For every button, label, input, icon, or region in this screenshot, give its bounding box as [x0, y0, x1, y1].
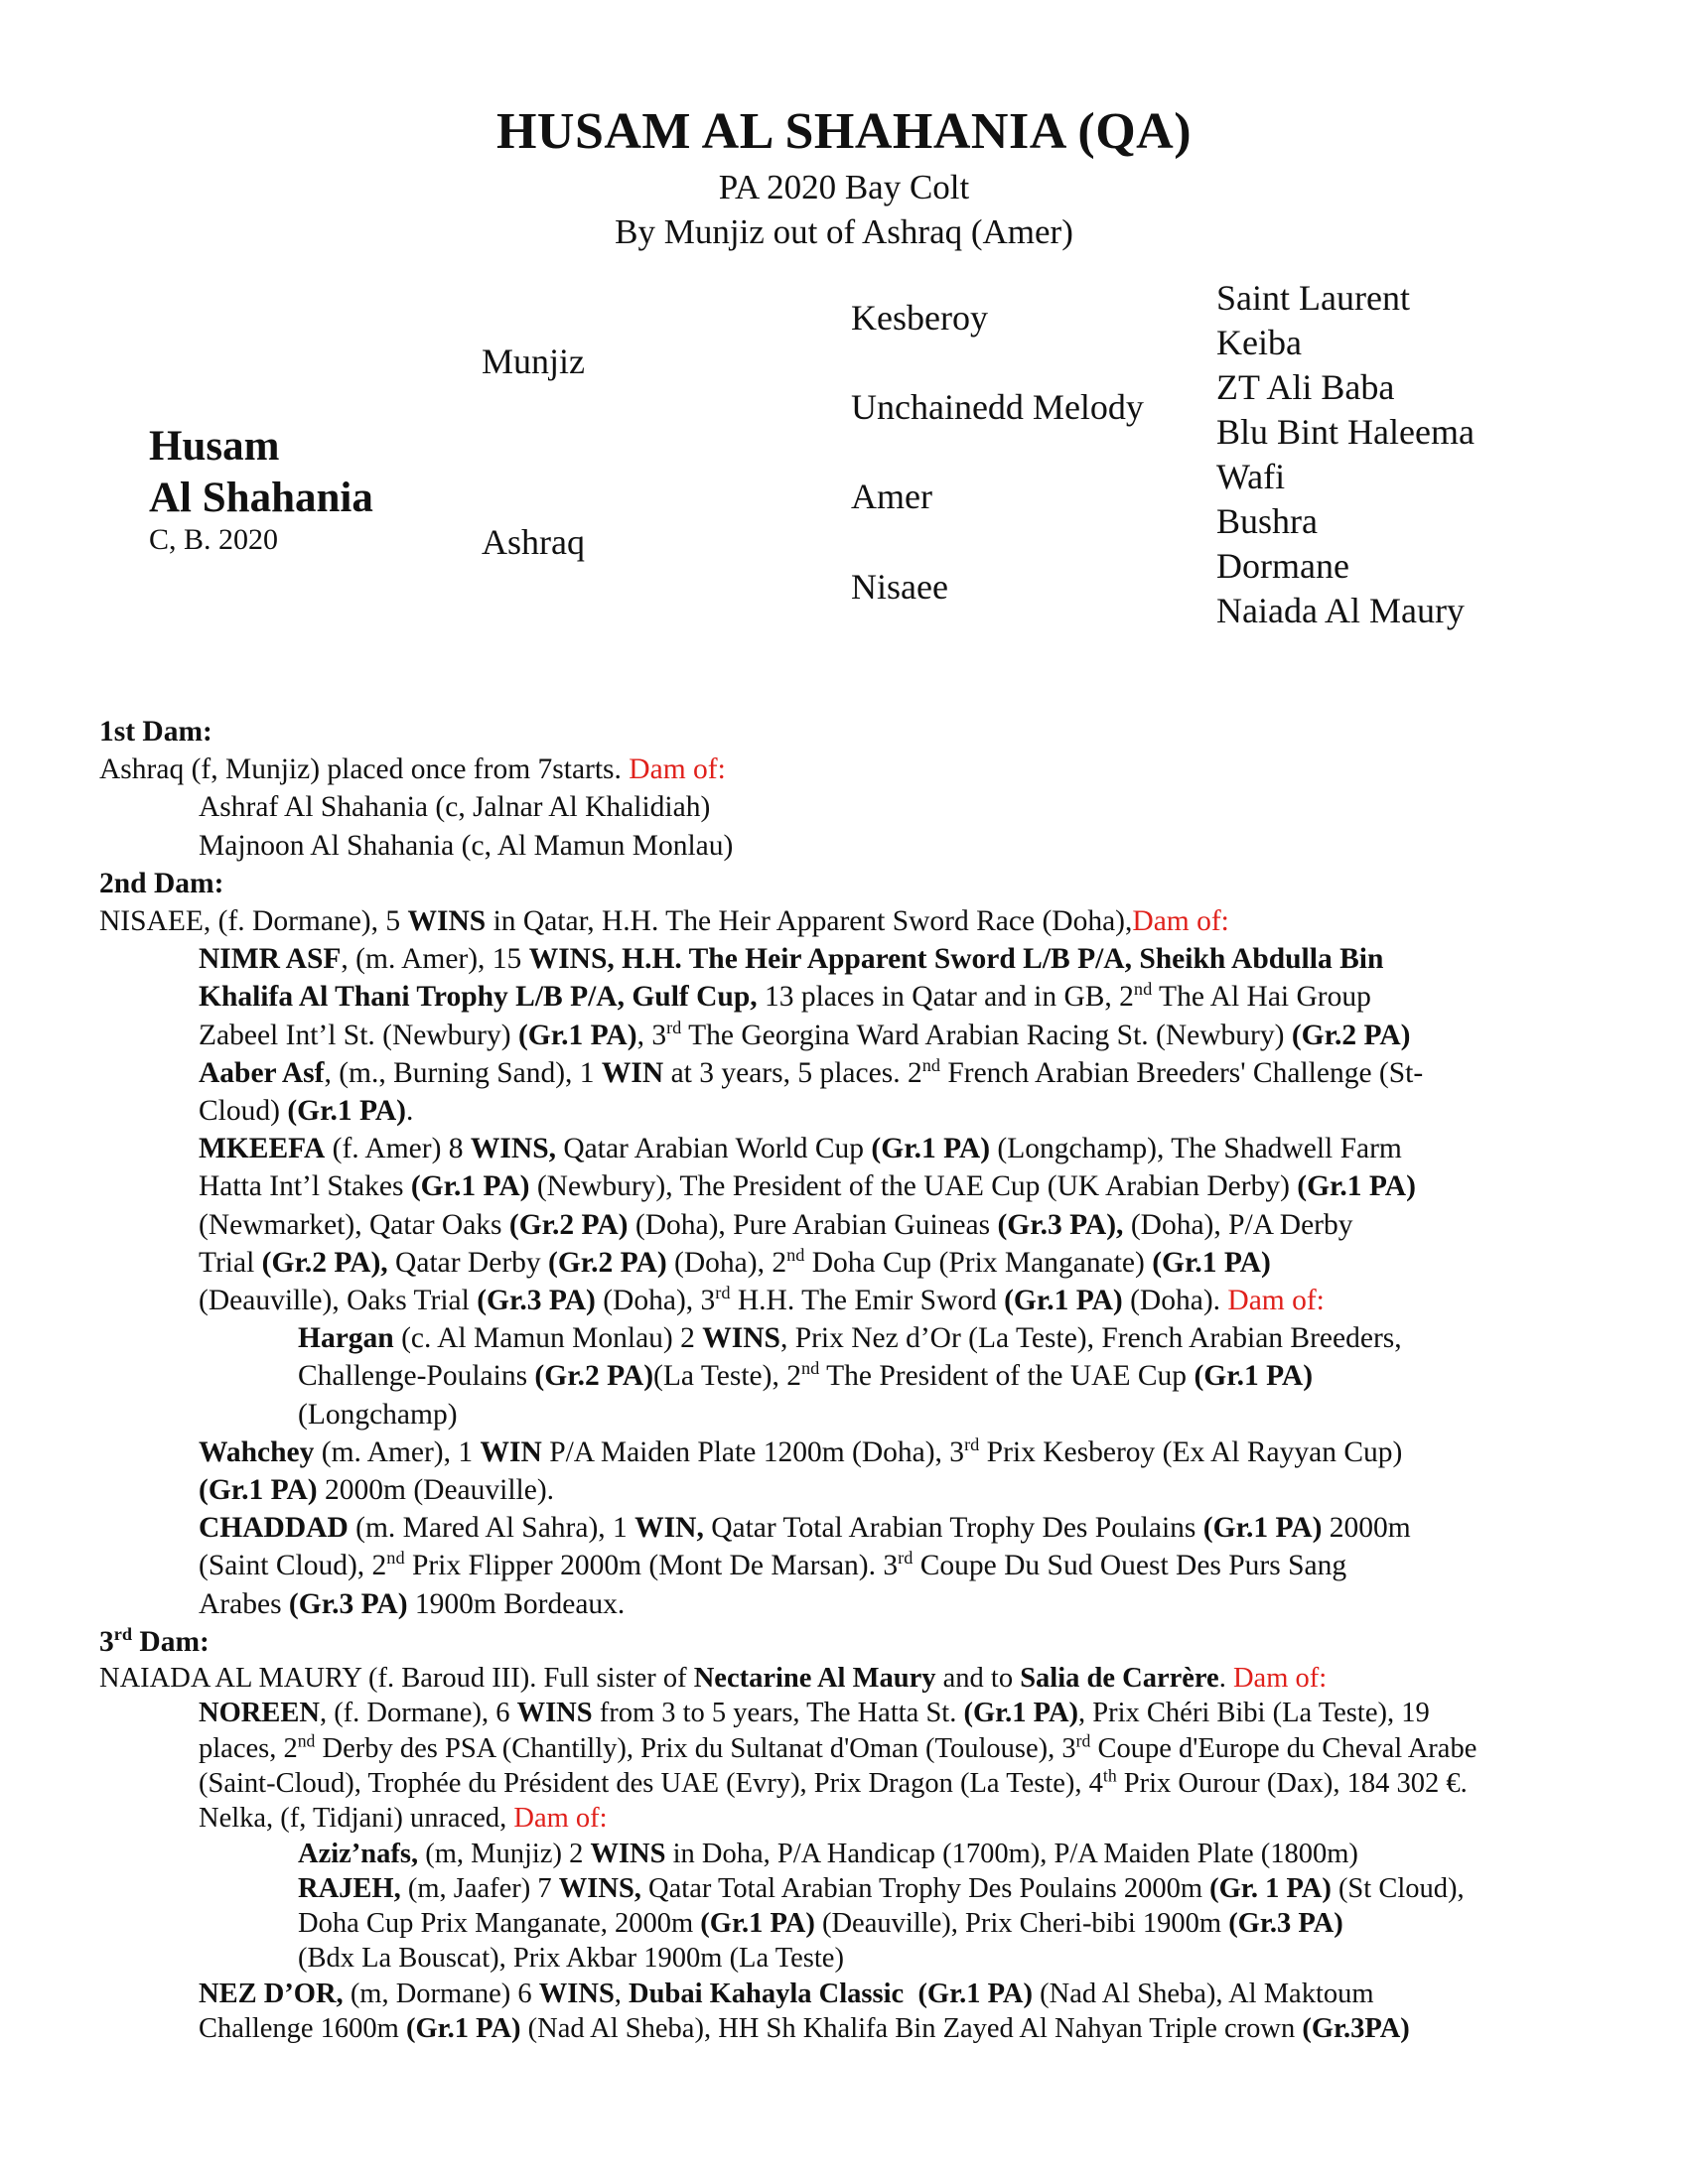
text: (Longchamp), The Shadwell Farm [990, 1133, 1402, 1165]
text: WINS [516, 1698, 593, 1729]
text: (Gr.3PA) [1302, 2013, 1410, 2045]
text: (Gr.3 PA), [997, 1208, 1124, 1241]
text: (Newmarket), Qatar Oaks [199, 1208, 509, 1241]
horse-name: Wahchey [199, 1435, 315, 1468]
dam-of-label: Dam of: [1132, 905, 1229, 938]
text: (Gr. 1 PA) [1209, 1872, 1332, 1904]
ordinal: rd [964, 1434, 980, 1455]
page-title: HUSAM AL SHAHANIA (QA) [495, 103, 1193, 160]
text: Coupe Du Sud Ouest Des Purs Sang [913, 1550, 1347, 1582]
ordinal: nd [1133, 979, 1153, 1000]
horse-name: NIMR ASF [199, 943, 342, 976]
text: (Gr.3 PA) [288, 1587, 408, 1620]
text: places, 2 [199, 1732, 298, 1764]
text: Doha Cup (Prix Manganate) [804, 1246, 1153, 1279]
ordinal: th [1102, 1765, 1117, 1786]
text: (Gr.1 PA) [963, 1698, 1079, 1729]
text: WIN [601, 1056, 664, 1089]
text: (St Cloud), [1331, 1872, 1465, 1904]
text: (c. Al Mamun Monlau) 2 [393, 1322, 703, 1355]
text: and to [935, 1663, 1021, 1695]
text: (f. Amer) 8 [325, 1133, 471, 1165]
text: (m, Munjiz) 2 [418, 1838, 591, 1869]
text: 3 [99, 1625, 114, 1658]
second-dam-intro [99, 902, 1609, 940]
horse-name-line-1: Husam [149, 423, 280, 470]
text: (Gr.3 PA) [1228, 1908, 1343, 1940]
pedigree-sire: Munjiz [482, 341, 585, 381]
text: P/A Maiden Plate 1200m (Doha), 3 [541, 1435, 965, 1468]
entry-rajeh [99, 1871, 1609, 1977]
dam-of-label: Dam of: [513, 1803, 608, 1835]
text: (La Teste), 2 [653, 1360, 801, 1393]
text: Challenge-Poulains [298, 1360, 535, 1393]
text: (m, Dormane) 6 [343, 1978, 539, 2009]
page-subtitle: PA 2020 Bay Colt [718, 168, 970, 206]
pedigree-ggp-1: Saint Laurent [1216, 278, 1410, 318]
text: in Qatar, H.H. The Heir Apparent Sword Race (Doha), [486, 905, 1133, 938]
text: (m. Mared Al Sahra), 1 [348, 1512, 635, 1545]
text: in Doha, P/A Handicap (1700m), P/A Maiden Plate (1800m) [665, 1838, 1358, 1869]
text: at 3 years, 5 places. 2 [663, 1056, 922, 1089]
entry-hargan [99, 1319, 1609, 1433]
entry-aziz-nafs [99, 1837, 1609, 1871]
text: (Gr.1 PA) [1004, 1285, 1123, 1317]
text: (Doha), 2 [666, 1246, 787, 1279]
text: Arabes [199, 1587, 289, 1620]
text: (Gr.1 PA) [1297, 1170, 1416, 1203]
text: Qatar Total Arabian Trophy Des Poulains 2000m [640, 1872, 1210, 1904]
pedigree-granddam-paternal: Unchainedd Melody [851, 387, 1144, 427]
text: Dam: [132, 1625, 210, 1658]
pedigree-granddam-maternal: Nisaee [851, 567, 948, 607]
text: , Prix Nez d’Or (La Teste), French Arabian Breeders, [779, 1322, 1402, 1355]
text: WIN, [634, 1512, 704, 1545]
text: WINS, [470, 1133, 556, 1165]
ordinal: rd [666, 1017, 682, 1037]
horse-name: Hargan [298, 1322, 394, 1355]
entry-aaber-asf [99, 1054, 1609, 1130]
text: Cloud) [199, 1095, 288, 1128]
first-dam-offspring-2: Majnoon Al Shahania (c, Al Mamun Monlau) [199, 829, 734, 862]
text: , [614, 1978, 630, 2009]
text: The Al Hai Group [1152, 981, 1371, 1014]
text: Qatar Total Arabian Trophy Des Poulains [703, 1512, 1203, 1545]
text: from 3 to 5 years, The Hatta St. [592, 1698, 964, 1729]
ordinal: nd [297, 1730, 316, 1751]
text: (Gr.1 PA) [1202, 1512, 1323, 1545]
text: , Prix Chéri Bibi (La Teste), 19 [1078, 1698, 1430, 1729]
text: (Longchamp) [298, 1398, 458, 1431]
breeding-line: By Munjiz out of Ashraq (Amer) [615, 212, 1073, 251]
second-dam-heading: 2nd Dam: [99, 867, 224, 899]
pedigree-ggp-6: Bushra [1216, 501, 1318, 541]
first-dam-intro [99, 751, 1609, 788]
entry-nimr-asf [99, 940, 1609, 1054]
text: The Georgina Ward Arabian Racing St. (Newbury) [681, 1019, 1292, 1051]
text: Nectarine Al Maury [693, 1663, 936, 1695]
text: (m. Amer), 1 [314, 1435, 481, 1468]
ordinal: rd [113, 1624, 133, 1645]
produce-record [99, 713, 1609, 2046]
text: Hatta Int’l Stakes [199, 1170, 411, 1203]
text: NAIADA AL MAURY (f. Baroud III). Full sister of [99, 1663, 694, 1695]
text: Doha Cup Prix Manganate, 2000m [298, 1908, 701, 1940]
text: Derby des PSA (Chantilly), Prix du Sultanat d'Oman (Toulouse), 3 [315, 1732, 1076, 1764]
entry-mkeefa [99, 1130, 1609, 1319]
text: WINS [702, 1322, 780, 1355]
entry-noreen [99, 1696, 1609, 1801]
text: Prix Kesberoy (Ex Al Rayyan Cup) [979, 1435, 1403, 1468]
text: WINS, [558, 1872, 641, 1904]
third-dam-heading [99, 1623, 1609, 1661]
text: 1900m Bordeaux. [407, 1587, 626, 1620]
third-dam-intro [99, 1661, 1609, 1696]
text: (Saint Cloud), 2 [199, 1550, 387, 1582]
text: Nelka, (f, Tidjani) unraced, [199, 1803, 514, 1835]
horse-meta: C, B. 2020 [149, 523, 279, 556]
text: (Gr.1 PA) [1152, 1246, 1271, 1279]
horse-name: NEZ D’OR, [199, 1978, 344, 2009]
ordinal: rd [715, 1283, 731, 1303]
text: (Nad Al Sheba), HH Sh Khalifa Bin Zayed Al Nahyan Triple crown [520, 2013, 1303, 2045]
text: (Gr.1 PA) [517, 1019, 637, 1051]
text: Trial [199, 1246, 262, 1279]
text: , (m., Burning Sand), 1 [324, 1056, 602, 1089]
horse-name: RAJEH, [298, 1872, 401, 1904]
text: (Gr.2 PA) [1291, 1019, 1411, 1051]
horse-name: MKEEFA [199, 1133, 326, 1165]
pedigree-ggp-3: ZT Ali Baba [1216, 367, 1395, 407]
dam-of-label: Dam of: [629, 753, 726, 786]
text: (Gr.3 PA) [477, 1285, 596, 1317]
text: Prix Ourour (Dax), 184 302 €. [1116, 1767, 1468, 1799]
pedigree-ggp-2: Keiba [1216, 323, 1302, 362]
text: Prix Flipper 2000m (Mont De Marsan). 3 [404, 1550, 899, 1582]
horse-name: Aaber Asf [199, 1056, 325, 1089]
text: 2000m [1322, 1512, 1411, 1545]
ordinal: nd [386, 1548, 405, 1569]
entry-wahchey [99, 1433, 1609, 1509]
ordinal: rd [1075, 1730, 1091, 1751]
ordinal: nd [800, 1358, 820, 1379]
entry-nez-dor [99, 1977, 1609, 2047]
text: NISAEE, (f. Dormane), 5 [99, 905, 408, 938]
text: (Newbury), The President of the UAE Cup (UK Arabian Derby) [529, 1170, 1298, 1203]
text: (Gr.1 PA) [871, 1133, 991, 1165]
text: , 3 [636, 1019, 667, 1051]
text: WIN [480, 1435, 542, 1468]
first-dam-offspring-1: Ashraf Al Shahania (c, Jalnar Al Khalidiah) [199, 791, 711, 824]
text: (Deauville), Oaks Trial [199, 1285, 478, 1317]
text: Salia de Carrère [1020, 1663, 1219, 1695]
entry-chaddad [99, 1509, 1609, 1623]
text: (Doha), 3 [595, 1285, 716, 1317]
ordinal: nd [921, 1055, 940, 1075]
text: Zabeel Int’l St. (Newbury) [199, 1019, 518, 1051]
text: Ashraq (f, Munjiz) placed once from 7starts. [99, 753, 630, 786]
text: Coupe d'Europe du Cheval Arabe [1090, 1732, 1477, 1764]
horse-name: CHADDAD [199, 1512, 349, 1545]
text: (m, Jaafer) 7 [400, 1872, 559, 1904]
text: The President of the UAE Cup [819, 1360, 1195, 1393]
text: French Arabian Breeders' Challenge (St- [939, 1056, 1424, 1089]
first-dam-heading: 1st Dam: [99, 716, 212, 748]
horse-name: NOREEN [199, 1698, 320, 1729]
text: Challenge 1600m [199, 2013, 406, 2045]
pedigree-ggp-7: Dormane [1216, 546, 1349, 586]
text: (Gr.1 PA) [917, 1978, 1033, 2009]
horse-name: Aziz’nafs, [298, 1838, 419, 1869]
page-header [0, 99, 1688, 254]
text: Dubai Kahayla Classic [629, 1978, 905, 2009]
text: (Doha), P/A Derby [1123, 1208, 1353, 1241]
pedigree-grandsire-paternal: Kesberoy [851, 298, 988, 338]
text: , (m. Amer), 15 [341, 943, 529, 976]
horse-name-line-2: Al Shahania [149, 475, 373, 521]
pedigree-ggp-5: Wafi [1216, 457, 1286, 496]
text: Qatar Arabian World Cup [556, 1133, 872, 1165]
text: (Gr.2 PA), [261, 1246, 388, 1279]
text: (Gr.2 PA) [508, 1208, 629, 1241]
text [904, 1979, 917, 2009]
ordinal: nd [786, 1245, 805, 1266]
text: (Gr.1 PA) [405, 2013, 521, 2045]
pedigree-ggp-4: Blu Bint Haleema [1216, 412, 1475, 452]
pedigree-dam: Ashraq [482, 522, 585, 562]
text: (Gr.1 PA) [410, 1170, 530, 1203]
text: (Bdx La Bouscat), Prix Akbar 1900m (La Teste) [298, 1943, 844, 1975]
ordinal: rd [898, 1548, 914, 1569]
text: Khalifa Al Thani Trophy L/B P/A, Gulf Cup, [199, 981, 758, 1014]
text: H.H. The Emir Sword [730, 1285, 1005, 1317]
text: WINS [590, 1838, 666, 1869]
text: WINS, H.H. The Heir Apparent Sword L/B P/A, Sheikh Abdulla Bin [528, 943, 1384, 976]
pedigree-grandsire-maternal: Amer [851, 477, 932, 516]
text: . [1218, 1663, 1233, 1695]
text: Qatar Derby [387, 1246, 549, 1279]
text: (Gr.2 PA) [534, 1360, 654, 1393]
dam-of-label: Dam of: [1227, 1285, 1325, 1317]
pedigree-ggp-8: Naiada Al Maury [1216, 591, 1465, 630]
text: (Doha), Pure Arabian Guineas [628, 1208, 998, 1241]
text: WINS [538, 1978, 615, 2009]
horse-name [149, 421, 373, 524]
text: . [405, 1095, 414, 1128]
text: (Gr.1 PA) [287, 1095, 406, 1128]
entry-nelka [99, 1801, 1609, 1836]
text: , (f. Dormane), 6 [319, 1698, 517, 1729]
text: (Doha). [1122, 1285, 1228, 1317]
text: (Deauville), Prix Cheri-bibi 1900m [814, 1908, 1229, 1940]
dam-of-label: Dam of: [1232, 1663, 1328, 1695]
text: (Gr.1 PA) [1194, 1360, 1314, 1393]
text: (Nad Al Sheba), Al Maktoum [1033, 1978, 1374, 2009]
text: (Gr.2 PA) [548, 1246, 667, 1279]
text: (Gr.1 PA) [700, 1908, 815, 1940]
text: (Saint-Cloud), Trophée du Président des UAE (Evry), Prix Dragon (La Teste), 4 [199, 1767, 1103, 1799]
text: 2000m (Deauville). [317, 1474, 555, 1507]
text: (Gr.1 PA) [199, 1474, 318, 1507]
text: 13 places in Qatar and in GB, 2 [757, 981, 1134, 1014]
text: WINS [407, 905, 487, 938]
